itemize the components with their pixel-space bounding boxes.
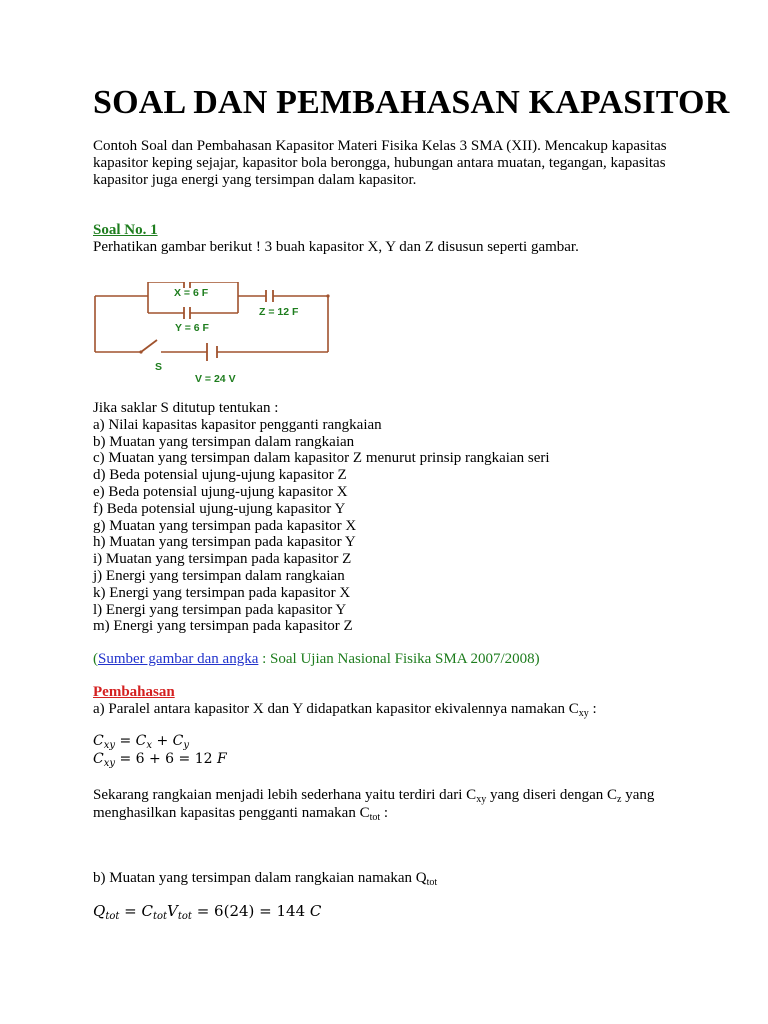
eq1-equals: = [115, 733, 136, 749]
eq1-term1-sub: x [146, 740, 153, 751]
switch-pivot [139, 350, 142, 353]
pembahasan-a-main: a) Paralel antara kapasitor X dan Y didapatkan kapasitor ekivalennya namakan C [93, 701, 579, 717]
eq1-lhs: C [93, 733, 104, 749]
eq1-term2: C [172, 733, 184, 749]
para2-sub3: tot [369, 812, 381, 823]
eq3-q-sub: tot [105, 911, 120, 922]
question-item: m) Energi yang tersimpan pada kapasitor Z [93, 618, 353, 635]
question-item: e) Beda potensial ujung-ujung kapasitor X [93, 483, 348, 500]
question-item: g) Muatan yang tersimpan pada kapasitor X [93, 517, 357, 534]
eq1-plus: + [152, 733, 173, 749]
label-x: X = 6 F [174, 287, 209, 299]
pembahasan-b-sub: tot [426, 877, 438, 888]
label-z: Z = 12 F [259, 306, 299, 318]
pembahasan-paragraph [93, 786, 693, 822]
question-item: b) Muatan yang tersimpan dalam rangkaian [93, 433, 355, 450]
question-item: k) Energi yang tersimpan pada kapasitor X [93, 584, 351, 601]
eq3-unit: C [309, 902, 322, 920]
equation-qtot [93, 902, 321, 920]
soal-text: Perhatikan gambar berikut ! 3 buah kapasitor X, Y dan Z disusun seperti gambar. [93, 239, 579, 255]
label-y: Y = 6 F [175, 322, 209, 334]
question-item: c) Muatan yang tersimpan dalam kapasitor Z menurut prinsip rangkaian seri [93, 450, 550, 467]
question-item: i) Muatan yang tersimpan pada kapasitor Z [93, 551, 352, 568]
para2-part2: yang diseri dengan C [486, 787, 618, 803]
question-list [93, 400, 550, 635]
para2-part3: yang menghasilkan kapasitas pengganti namakan C [93, 787, 655, 821]
soal-heading: Soal No. 1 [93, 222, 158, 238]
eq3-v: V [167, 902, 178, 920]
switch-blade [141, 340, 157, 352]
eq3-v-sub: tot [177, 911, 192, 922]
intro-paragraph: Contoh Soal dan Pembahasan Kapasitor Materi Fisika Kelas 3 SMA (XII). Mencakup kapasitas kapasitor keping sejajar, kapasitor bola berongga, hubungan antara muatan, tegangan, kapasitas kapasitor juga energi yang tersimpan dalam kapasitor. [93, 138, 667, 188]
question-item: l) Energi yang tersimpan pada kapasitor Y [93, 601, 347, 618]
para2-sub2: z [617, 794, 622, 805]
eq2-lhs: C [93, 751, 104, 767]
question-item: f) Beda potensial ujung-ujung kapasitor Y [93, 500, 346, 517]
junction-dot [326, 294, 329, 297]
pembahasan-b-text [93, 870, 437, 887]
eq3-q: Q [93, 902, 106, 920]
pembahasan-a-tail: : [588, 701, 597, 717]
source-link[interactable]: Sumber gambar dan angka [98, 651, 259, 667]
source-open-paren: ( [93, 651, 98, 667]
pembahasan-a-sub: xy [578, 708, 589, 719]
pembahasan-a-text [93, 701, 597, 718]
para2-part4: : [380, 805, 389, 821]
eq3-c-sub: tot [152, 911, 168, 922]
question-item: h) Muatan yang tersimpan pada kapasitor Y [93, 534, 356, 551]
eq1-term1: C [135, 733, 147, 749]
eq1-term2-sub: y [183, 740, 190, 751]
pembahasan-b-main: b) Muatan yang tersimpan dalam rangkaian namakan Q [93, 870, 427, 886]
eq3-rhs: = 6(24) = 144 [191, 902, 310, 920]
para2-sub1: xy [476, 794, 487, 805]
eq2-lhs-sub: xy [103, 758, 116, 769]
equation-cxy-sum [93, 733, 189, 749]
source-note [93, 651, 540, 668]
eq2-rhs: = 6 + 6 = 12 [115, 751, 217, 767]
pembahasan-heading: Pembahasan [93, 684, 175, 700]
source-rest: : Soal Ujian Nasional Fisika SMA 2007/2008) [258, 651, 540, 667]
eq1-lhs-sub: xy [103, 740, 116, 751]
question-item: d) Beda potensial ujung-ujung kapasitor Z [93, 467, 347, 484]
eq3-equals: = [119, 902, 142, 920]
questions-intro: Jika saklar S ditutup tentukan : [93, 400, 279, 416]
equation-cxy-value [93, 751, 227, 767]
circuit-diagram [93, 282, 338, 387]
question-item: j) Energi yang tersimpan dalam rangkaian [93, 567, 345, 584]
para2-part1: Sekarang rangkaian menjadi lebih sederhana yaitu terdiri dari C [93, 787, 477, 803]
label-v: V = 24 V [195, 373, 236, 385]
eq3-c: C [141, 902, 153, 920]
question-item: a) Nilai kapasitas kapasitor pengganti rangkaian [93, 416, 382, 433]
eq2-unit: F [217, 751, 227, 767]
label-s: S [155, 361, 163, 373]
page-title: SOAL DAN PEMBAHASAN KAPASITOR [93, 84, 730, 121]
